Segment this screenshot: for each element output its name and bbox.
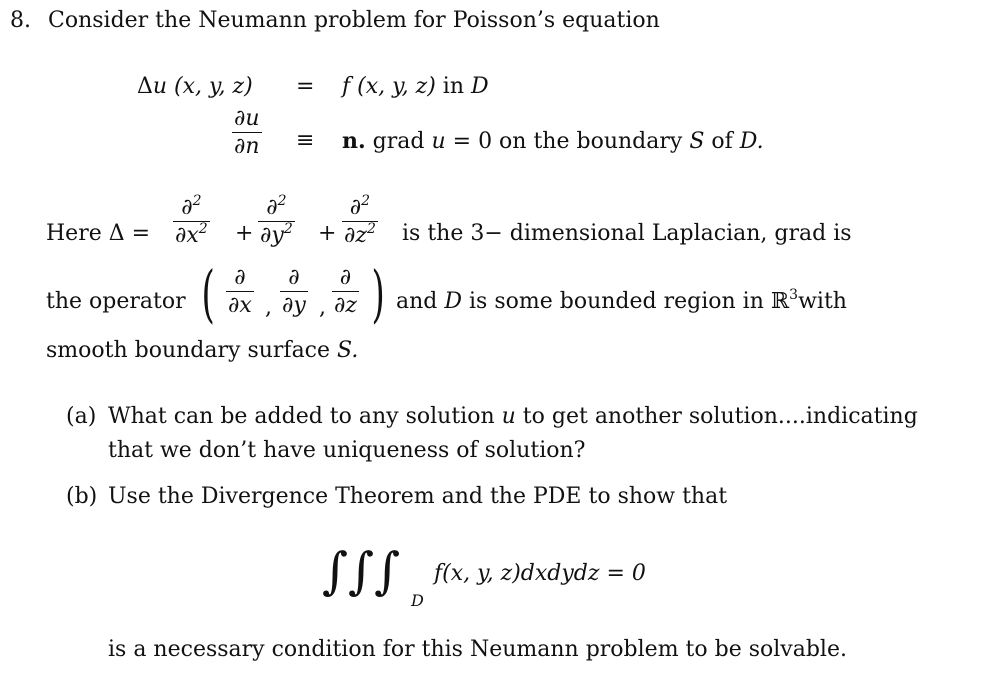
operator-term-x: [226, 267, 254, 317]
term-y-den: [258, 222, 295, 247]
equation-1-rhs: [342, 76, 489, 98]
eq2-D: D.: [739, 129, 764, 154]
integral-subscript: D: [411, 591, 424, 610]
part-a-line1: [108, 406, 918, 428]
laplacian-plus-1: +: [235, 221, 254, 246]
eq1-rhs-set: D: [471, 74, 489, 99]
fraction-denominator: ∂n: [234, 134, 260, 159]
laplacian-here: Here Δ =: [46, 221, 151, 246]
eq1-rhs-in: in: [442, 74, 464, 99]
laplacian-term-z: [342, 193, 378, 248]
part-a-line2: that we don’t have uniqueness of solution?: [108, 438, 586, 463]
eq1-lhs-function: u (x, y, z): [152, 74, 253, 99]
eq2-boundary-text: = 0 on the boundary: [452, 129, 683, 154]
operator-intro: the operator: [46, 289, 186, 314]
laplacian-term-x: [173, 193, 210, 248]
eq2-S: S: [689, 129, 705, 154]
op-z-num: ∂: [339, 265, 352, 290]
equation-2-rhs: [342, 130, 764, 153]
laplacian-tail: is the 3− dimensional Laplacian, grad is: [402, 221, 852, 246]
term-y-partial: ∂: [266, 195, 278, 220]
op-x-num: ∂: [234, 265, 246, 290]
fraction-numerator: ∂u: [234, 106, 260, 131]
term-x-den-exp: 2: [198, 221, 208, 237]
op-tail-exp: 3: [789, 287, 799, 303]
part-a-line1-post: to get another solution....indicating: [522, 404, 918, 429]
op-tail-end: with: [798, 289, 847, 314]
integrand: [434, 563, 646, 585]
problem-heading: Consider the Neumann problem for Poisson’s equation: [48, 8, 660, 33]
term-z-den-exp: 2: [366, 221, 376, 237]
right-paren: ): [371, 257, 385, 330]
delta-symbol: Δ: [137, 74, 153, 99]
term-x-den: [173, 222, 210, 247]
term-x-num-exp: 2: [192, 193, 202, 209]
laplacian-term-y: [258, 193, 295, 248]
eq2-u: u: [431, 129, 446, 154]
equation-1-relation: =: [296, 74, 315, 99]
term-x-den-text: ∂x: [175, 223, 199, 248]
eq2-of: of: [711, 129, 733, 154]
problem-number: 8.: [10, 8, 31, 33]
op-x-den: ∂x: [228, 293, 252, 318]
boundary-line: [46, 340, 358, 362]
part-a-u: u: [501, 404, 516, 429]
term-z-den-text: ∂z: [344, 223, 367, 248]
term-x-partial: ∂: [181, 195, 193, 220]
term-x-num: [179, 193, 203, 221]
op-y-num: ∂: [288, 265, 300, 290]
operator-term-z: [332, 267, 359, 317]
op-tail-D: D: [444, 289, 463, 314]
term-z-partial: ∂: [349, 195, 362, 220]
part-a-line1-pre: What can be added to any solution: [108, 404, 495, 429]
part-a-label: (a): [66, 404, 97, 429]
integrand-text: f(x, y, z)dxdydz = 0: [434, 561, 646, 586]
operator-tail: [396, 287, 847, 314]
triple-integral-sign: ∫∫∫: [322, 542, 401, 600]
operator-term-y: [280, 267, 308, 317]
op-tail-R: ℝ: [770, 289, 790, 314]
op-tail-mid: is some bounded region in: [469, 289, 764, 314]
operator-comma-1: ,: [265, 295, 272, 320]
left-paren: (: [201, 257, 215, 330]
part-b-conclusion: is a necessary condition for this Neumann problem to be solvable.: [108, 637, 847, 662]
op-y-den: ∂y: [282, 293, 306, 318]
eq1-rhs-function: f (x, y, z): [342, 74, 436, 99]
term-y-den-text: ∂y: [260, 223, 284, 248]
equation-2-lhs-fraction: [232, 108, 262, 158]
term-z-num: [348, 193, 372, 221]
term-z-den: [342, 222, 378, 247]
part-b-line1: Use the Divergence Theorem and the PDE to show that: [108, 484, 728, 509]
equation-1-lhs: [137, 76, 253, 98]
boundary-S: S.: [337, 338, 359, 363]
op-z-den: ∂z: [334, 293, 357, 318]
term-y-den-exp: 2: [283, 221, 293, 237]
boundary-text: smooth boundary surface: [46, 338, 331, 363]
operator-comma-2: ,: [319, 295, 326, 320]
term-y-num-exp: 2: [277, 193, 287, 209]
op-tail-and: and: [396, 289, 438, 314]
term-z-num-exp: 2: [361, 193, 371, 209]
equation-2-relation: ≡: [296, 128, 315, 153]
eq2-normal-vector: n.: [342, 128, 366, 154]
laplacian-plus-2: +: [318, 221, 337, 246]
eq2-grad: grad: [372, 129, 425, 154]
part-b-label: (b): [66, 484, 98, 509]
term-y-num: [264, 193, 288, 221]
